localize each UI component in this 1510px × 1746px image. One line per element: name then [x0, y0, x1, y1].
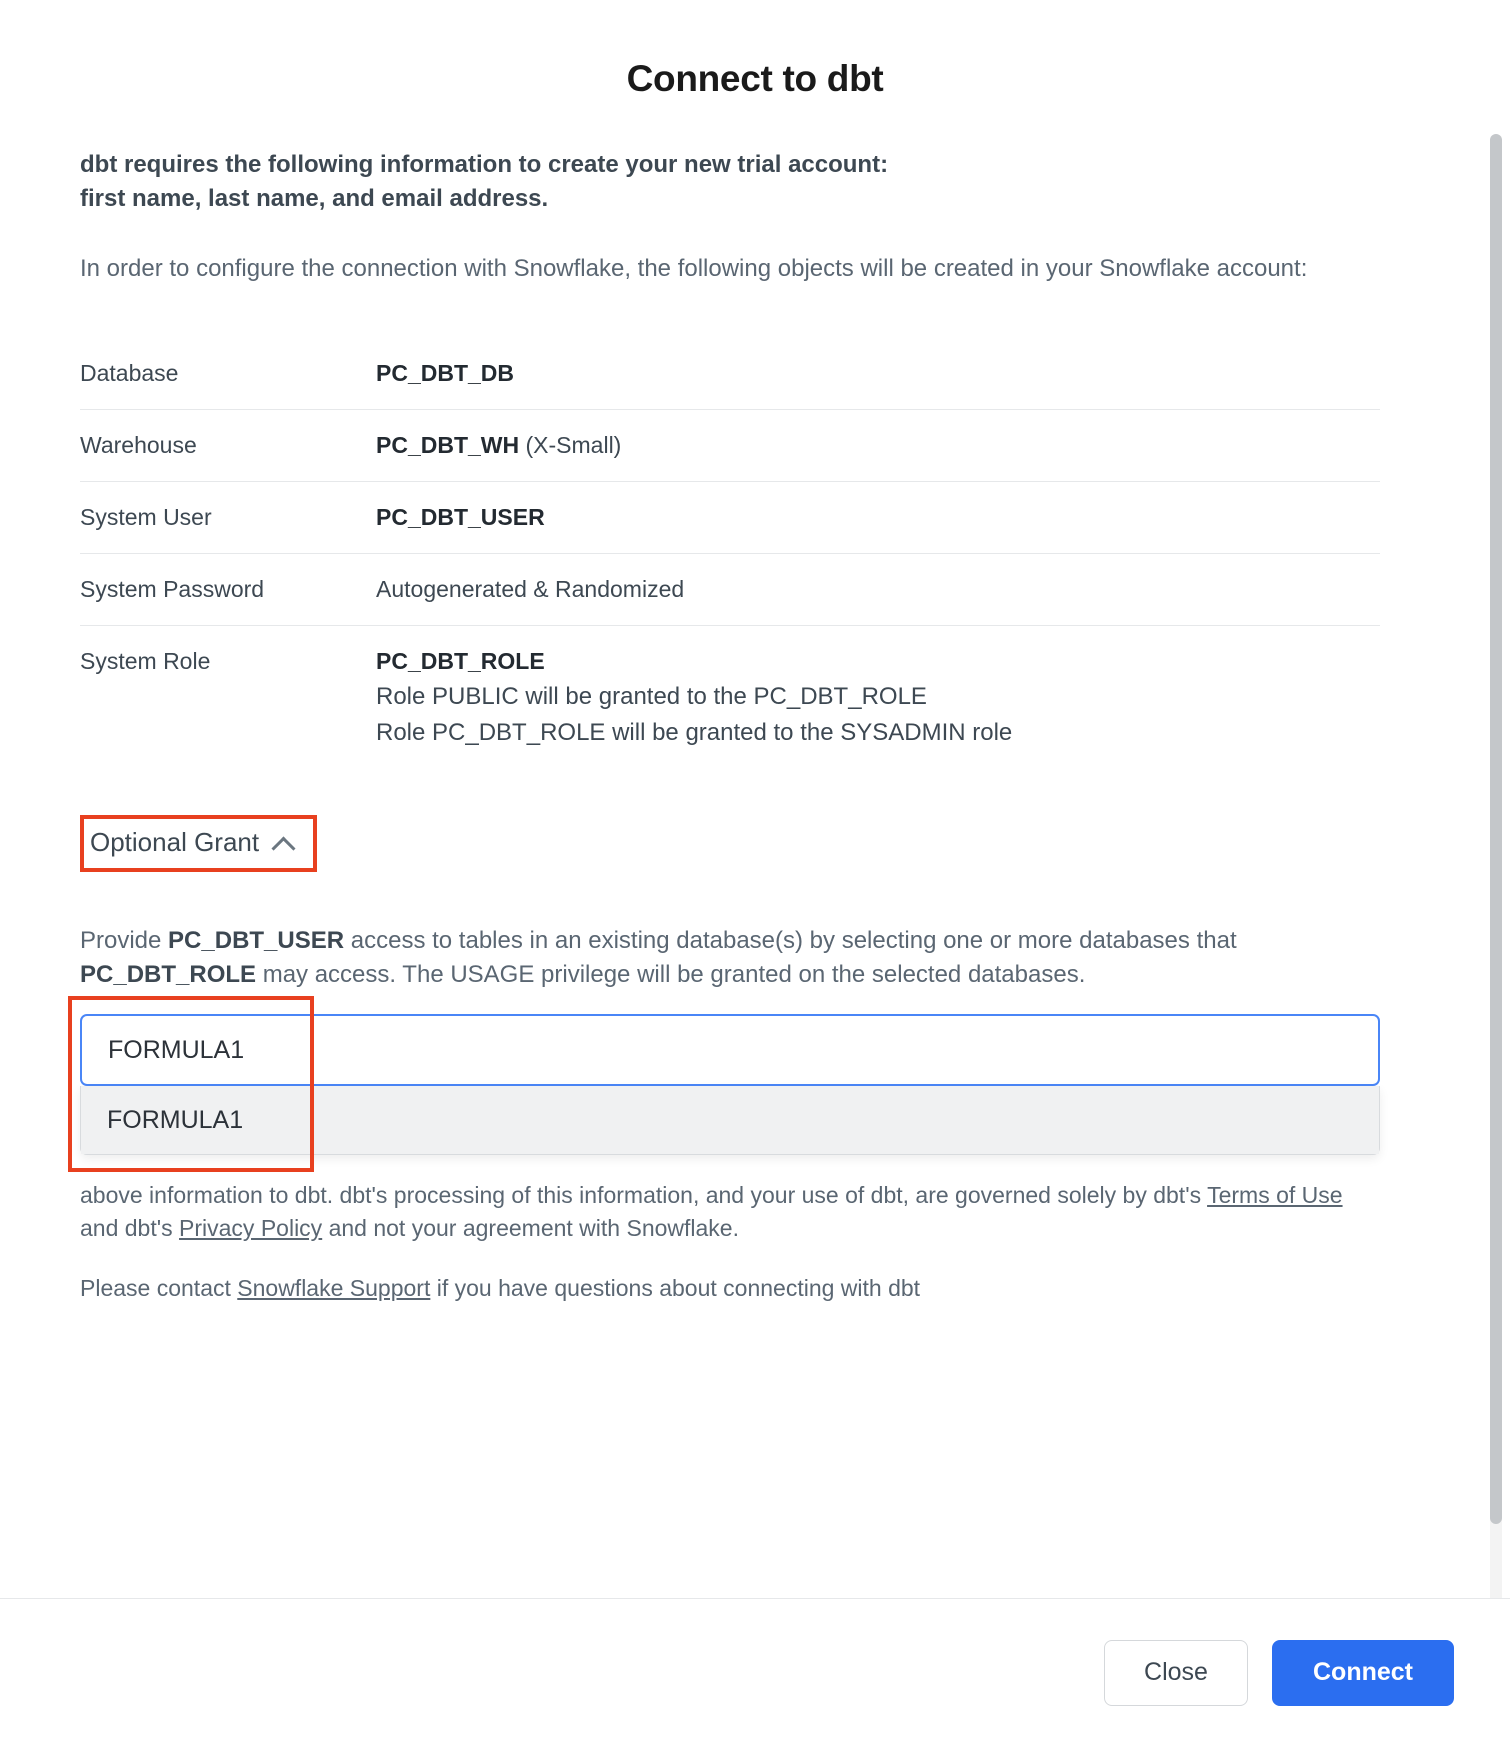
- row-value-sub2: Role PC_DBT_ROLE will be granted to the SYSADMIN role: [376, 719, 1013, 747]
- database-select-area: [80, 1014, 1380, 1155]
- chevron-up-icon: [273, 832, 295, 854]
- objects-table: [80, 338, 1380, 769]
- row-value-rest: Autogenerated & Randomized: [376, 576, 685, 603]
- grant-desc-part1: Provide: [80, 927, 169, 955]
- optional-grant-highlight: [80, 815, 317, 872]
- legal-middle: and dbt's: [80, 1215, 180, 1242]
- optional-grant-description: [80, 924, 1370, 992]
- table-row: [80, 554, 1380, 626]
- scrollbar-track[interactable]: [1490, 134, 1502, 1612]
- database-select-value: FORMULA1: [108, 1035, 245, 1064]
- dialog-footer: [0, 1598, 1510, 1746]
- row-label: System Role: [80, 648, 211, 675]
- row-value-rest: (X-Small): [519, 432, 622, 459]
- row-value-strong: PC_DBT_WH: [376, 432, 520, 459]
- table-row: [80, 410, 1380, 482]
- table-row: [80, 626, 1380, 770]
- intro-requirements-line1: dbt requires the following information to create your new trial account:: [80, 151, 889, 178]
- row-value: [376, 410, 1380, 482]
- connect-button[interactable]: Connect: [1272, 1640, 1454, 1706]
- legal-suffix: and not your agreement with Snowflake.: [322, 1215, 739, 1242]
- terms-of-use-link[interactable]: Terms of Use: [1207, 1182, 1343, 1209]
- dialog-body: [0, 130, 1510, 1566]
- row-value-strong: PC_DBT_DB: [376, 360, 515, 387]
- support-contact-text: [80, 1275, 1430, 1302]
- grant-desc-role: PC_DBT_ROLE: [80, 961, 257, 989]
- row-value: [376, 554, 1380, 626]
- row-value-strong: PC_DBT_ROLE: [376, 648, 545, 675]
- row-value-strong: PC_DBT_USER: [376, 504, 545, 531]
- privacy-policy-link[interactable]: Privacy Policy: [179, 1215, 323, 1242]
- close-button[interactable]: Close: [1104, 1640, 1248, 1706]
- table-row: [80, 482, 1380, 554]
- contact-suffix: if you have questions about connecting with dbt: [430, 1274, 921, 1301]
- table-row: [80, 338, 1380, 410]
- legal-text: [80, 1179, 1380, 1244]
- database-select-input[interactable]: [80, 1014, 1380, 1086]
- optional-grant-label: Optional Grant: [90, 827, 260, 858]
- row-label: System User: [80, 482, 376, 554]
- scrollbar-thumb[interactable]: [1490, 134, 1502, 1524]
- grant-desc-user: PC_DBT_USER: [168, 927, 345, 955]
- row-label: System Password: [80, 554, 376, 626]
- row-label: Warehouse: [80, 410, 376, 482]
- contact-prefix: Please contact: [80, 1274, 238, 1301]
- optional-grant-toggle[interactable]: [90, 827, 295, 858]
- intro-requirements-line2: first name, last name, and email address.: [80, 185, 549, 213]
- row-value-sub1: Role PUBLIC will be granted to the PC_DBT_ROLE: [376, 683, 927, 711]
- row-label: Database: [80, 338, 376, 410]
- grant-desc-part3: may access. The USAGE privilege will be granted on the selected databases.: [256, 961, 1086, 989]
- page-title: Connect to dbt: [626, 58, 884, 99]
- database-dropdown-option[interactable]: FORMULA1: [81, 1086, 1379, 1154]
- snowflake-support-link[interactable]: Snowflake Support: [237, 1274, 431, 1301]
- intro-requirements: [80, 148, 1430, 216]
- row-value: [376, 626, 1380, 770]
- grant-desc-part2: access to tables in an existing database(s) by selecting one or more databases that: [344, 927, 1237, 955]
- intro-description: In order to configure the connection with Snowflake, the following objects will be created in your Snowflake account:: [80, 255, 1308, 283]
- row-value: [376, 338, 1380, 410]
- row-value: [376, 482, 1380, 554]
- legal-prefix: above information to dbt. dbt's processing of this information, and your use of dbt, are governed solely by dbt's: [80, 1182, 1208, 1209]
- database-dropdown-list[interactable]: [80, 1086, 1380, 1155]
